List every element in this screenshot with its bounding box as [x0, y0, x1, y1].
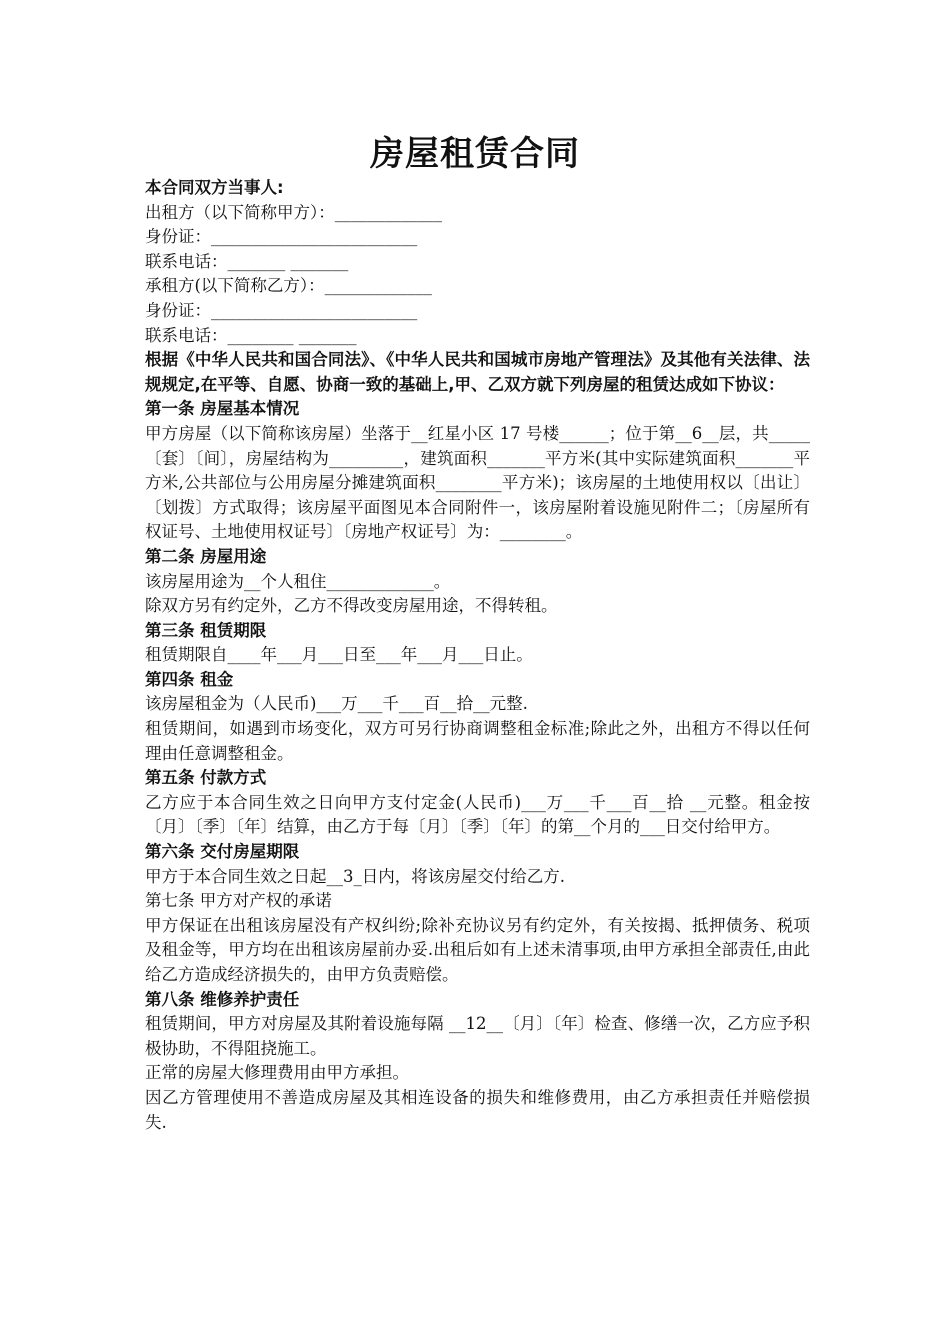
article-6-title: 第六条 交付房屋期限 [145, 842, 300, 862]
article-2-title: 第二条 房屋用途 [145, 546, 267, 566]
article-5-text: 乙方应于本合同生效之日向甲方支付定金(人民币)___万___千___百__拾 __元整。租金按〔月〕〔季〕〔年〕结算，由乙方于每〔月〕〔季〕〔年〕的第__个月的___日交付给甲方。 [145, 792, 810, 837]
document-body [145, 176, 810, 1135]
lessor-id-line: 身份证：_________________________ [145, 227, 418, 247]
article-4-title: 第四条 租金 [145, 669, 234, 689]
preamble-paragraph: 根据《中华人民共和国合同法》、《中华人民共和国城市房地产管理法》及其他有关法律、法规规定,在平等、自愿、协商一致的基础上,甲、乙双方就下列房屋的租赁达成如下协议： [145, 350, 810, 394]
lessee-phone-line: 联系电话：________ _______ [145, 325, 357, 345]
lessor-phone-line: 联系电话：_______ _______ [145, 251, 349, 271]
article-7-title: 第七条 甲方对产权的承诺 [145, 891, 332, 911]
article-4-line-2: 租赁期间，如遇到市场变化，双方可另行协商调整租金标准;除此之外，出租方不得以任何理由任意调整租金。 [145, 719, 810, 763]
parties-heading: 本合同双方当事人: [145, 178, 284, 197]
article-2-line-2: 除双方另有约定外，乙方不得改变房屋用途，不得转租。 [145, 596, 558, 616]
article-6-text: 甲方于本合同生效之日起__3_日内，将该房屋交付给乙方. [145, 866, 565, 886]
article-7-text: 甲方保证在出租该房屋没有产权纠纷;除补充协议另有约定外，有关按揭、抵押债务、税项及租金等，甲方均在出租该房屋前办妥.出租后如有上述未清事项,由甲方承担全部责任,由此给乙方造成经济损失的，由甲方负责赔偿。 [145, 915, 810, 984]
article-3-text: 租赁期限自____年___月___日至___年___月___日止。 [145, 645, 533, 665]
article-1-text: 甲方房屋（以下简称该房屋）坐落于__红星小区 17 号楼______；位于第__6__层，共_____〔套〕〔间〕，房屋结构为_________，建筑面积_______平方米(其中实际建筑面积_______平方米,公共部位与公用房屋分摊建筑面积________平方米)；该房屋的土地使用权以〔出让〕〔划拨〕方式取得；该房屋平面图见本合同附件一，该房屋附着设施见附件二；〔房屋所有权证号、土地使用权证号〕〔房地产权证号〕为：________。 [145, 423, 810, 542]
article-3-title: 第三条 租赁期限 [145, 620, 267, 640]
article-2-line-1: 该房屋用途为__个人租住_____________。 [145, 571, 451, 591]
lessee-name-line: 承租方(以下简称乙方）：_____________ [145, 276, 432, 296]
article-8-line-3: 因乙方管理使用不善造成房屋及其相连设备的损失和维修费用，由乙方承担责任并赔偿损失. [145, 1087, 810, 1132]
article-8-title: 第八条 维修养护责任 [145, 989, 300, 1009]
article-1-title: 第一条 房屋基本情况 [145, 399, 300, 419]
document-title: 房屋租赁合同 [370, 134, 580, 174]
article-4-line-1: 该房屋租金为（人民币)___万___千___百__拾__元整. [145, 694, 528, 714]
lessee-id-line: 身份证：_________________________ [145, 300, 418, 320]
article-8-line-2: 正常的房屋大修理费用由甲方承担。 [145, 1063, 409, 1083]
lessor-name-line: 出租方（以下简称甲方）：_____________ [145, 202, 442, 222]
article-8-line-1: 租赁期间，甲方对房屋及其附着设施每隔 __12__〔月〕〔年〕检查、修缮一次，乙方应予积极协助，不得阻挠施工。 [145, 1014, 810, 1058]
article-5-title: 第五条 付款方式 [145, 768, 267, 788]
